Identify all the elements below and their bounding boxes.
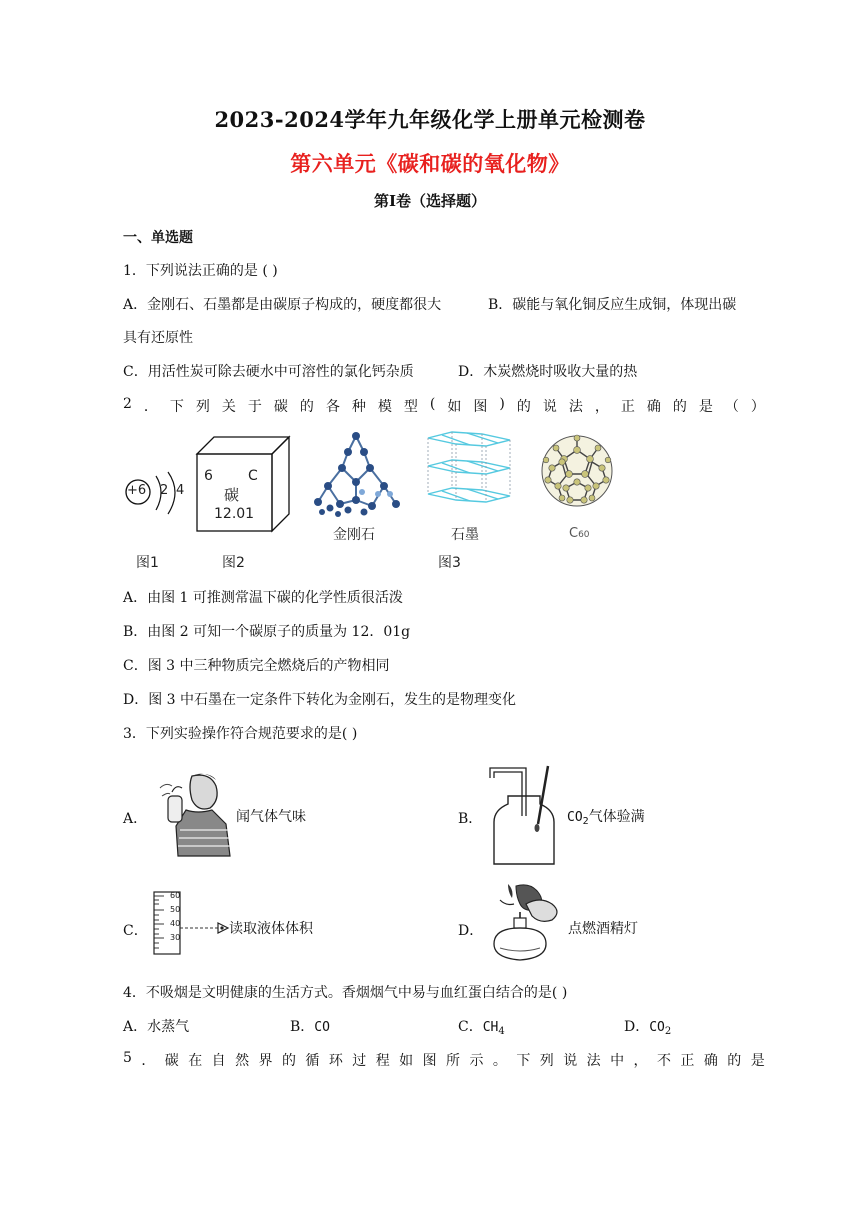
stem-char: 的	[299, 399, 314, 415]
stem-char: 正	[620, 399, 635, 415]
c60-structure-image	[538, 430, 616, 512]
q4-option-b: B．CO	[290, 1019, 330, 1035]
stem-char: 种	[351, 399, 366, 415]
smelling-gas-image	[158, 770, 234, 856]
stem-char: 下	[169, 399, 184, 415]
q4-option-a: A．水蒸气	[123, 1019, 190, 1035]
q3-option-a-label: A．	[123, 811, 148, 827]
atom-nucleus: +6	[127, 483, 147, 498]
q2-option-c: C．图 3 中三种物质完全燃烧后的产物相同	[123, 658, 390, 674]
stem-char: (	[429, 396, 436, 412]
q3-option-c-label: C．	[123, 923, 148, 939]
stem-char: 中	[610, 1053, 625, 1069]
stem-char: 自	[211, 1053, 226, 1069]
stem-char: 法	[568, 399, 583, 415]
cylinder-tick-50: 50	[170, 905, 181, 914]
stem-char: 于	[247, 399, 262, 415]
diamond-label: 金刚石	[333, 527, 375, 543]
stem-char: 碳	[164, 1053, 179, 1069]
diamond-structure-image	[308, 430, 403, 518]
alcohol-lamp-image	[480, 882, 566, 964]
stem-char: 不	[656, 1053, 671, 1069]
element-number: 6	[204, 468, 213, 484]
stem-char: 界	[258, 1053, 273, 1069]
figure-3-caption: 图3	[438, 555, 461, 571]
stem-char: 下	[516, 1053, 531, 1069]
q3-option-a-text: 闻气体气味	[236, 809, 306, 825]
stem-char: 正	[680, 1053, 695, 1069]
exam-title: 2023-2024学年九年级化学上册单元检测卷	[214, 107, 646, 132]
stem-char: 循	[305, 1053, 320, 1069]
q4-option-c-subscript: 4	[498, 1026, 505, 1037]
figure-2-caption: 图2	[222, 555, 245, 571]
q5-stem	[123, 1050, 765, 1070]
q1-stem: 1．下列说法正确的是 ( )	[123, 263, 278, 279]
stem-char: 说	[563, 1053, 578, 1069]
stem-char: 的	[727, 1053, 742, 1069]
stem-char: 是	[698, 399, 713, 415]
stem-char: （	[724, 399, 739, 415]
stem-char: ，	[594, 399, 609, 415]
atom-structure-diagram	[122, 470, 192, 526]
stem-char: 是	[750, 1053, 765, 1069]
element-name: 碳	[224, 486, 240, 504]
stem-char: 各	[325, 399, 340, 415]
cylinder-tick-40: 40	[170, 919, 181, 928]
co2-test-image	[488, 764, 568, 870]
stem-char: ）	[750, 399, 765, 415]
q4-option-c: C．$CH_4$	[458, 1019, 505, 1037]
q3-option-b-label: B．	[458, 811, 483, 827]
q3-stem: 3．下列实验操作符合规范要求的是( )	[123, 726, 358, 742]
element-symbol: C	[248, 468, 258, 484]
figure-1-caption: 图1	[136, 555, 159, 571]
stem-char: 的	[672, 399, 687, 415]
stem-char: 的	[516, 399, 531, 415]
q1-option-b-part2: 具有还原性	[123, 330, 193, 346]
stem-char: 确	[703, 1053, 718, 1069]
stem-char: 关	[221, 399, 236, 415]
stem-char: 说	[542, 399, 557, 415]
q2-option-a: A．由图 1 可推测常温下碳的化学性质很活泼	[123, 590, 403, 606]
stem-char: 图	[473, 399, 488, 415]
stem-char: 的	[281, 1053, 296, 1069]
stem-char: 图	[422, 1053, 437, 1069]
cylinder-tick-60: 60	[170, 891, 181, 900]
q4-option-d-subscript: 2	[664, 1026, 672, 1037]
q1-option-d: D．木炭燃烧时吸收大量的热	[458, 364, 638, 380]
stem-char: 型	[403, 399, 418, 415]
q2-stem	[123, 396, 765, 416]
stem-char: 碳	[273, 399, 288, 415]
q3-option-b-text: $CO_2$气体验满	[567, 809, 645, 827]
stem-char: 然	[235, 1053, 250, 1069]
q4-stem: 4．不吸烟是文明健康的生活方式。香烟烟气中易与血红蛋白结合的是( )	[123, 985, 568, 1001]
stem-char: )	[499, 396, 505, 412]
graphite-label: 石墨	[451, 527, 479, 543]
stem-char: ，	[633, 1053, 648, 1069]
stem-char: 列	[195, 399, 210, 415]
stem-char: 程	[375, 1053, 390, 1069]
c60-label: C60	[569, 526, 590, 541]
q2-option-d: D．图 3 中石墨在一定条件下转化为金刚石，发生的是物理变化	[123, 692, 517, 708]
c60-label-subscript: 60	[578, 530, 590, 540]
q1-option-c: C．用活性炭可除去硬水中可溶性的氯化钙杂质	[123, 364, 414, 380]
stem-char: 模	[377, 399, 392, 415]
stem-char: 法	[586, 1053, 601, 1069]
q1-option-b-part1: B．碳能与氧化铜反应生成铜，体现出碳	[488, 297, 737, 313]
unit-subtitle: 第六单元《碳和碳的氧化物》	[290, 151, 570, 176]
stem-char: 确	[646, 399, 661, 415]
atom-shell-2: 4	[176, 483, 185, 498]
q3-option-d-text: 点燃酒精灯	[568, 921, 638, 937]
stem-char: 。	[492, 1053, 507, 1069]
stem-char: ．	[141, 1053, 156, 1069]
q3-option-d-label: D．	[458, 923, 484, 939]
cylinder-tick-30: 30	[170, 933, 181, 942]
q4-option-d: D．$CO_2$	[624, 1019, 672, 1037]
stem-char: 所	[446, 1053, 461, 1069]
stem-char: 在	[188, 1053, 203, 1069]
element-mass: 12.01	[214, 506, 255, 522]
q2-option-b: B．由图 2 可知一个碳原子的质量为 12．01g	[123, 624, 411, 640]
stem-char: ．	[143, 399, 158, 415]
section-heading: 一、单选题	[123, 230, 193, 246]
stem-char: 2	[123, 396, 132, 412]
stem-char: 5	[123, 1050, 132, 1066]
stem-char: 环	[328, 1053, 343, 1069]
graphite-structure-image	[422, 430, 517, 518]
paper-part-heading: 第I卷（选择题）	[373, 192, 487, 210]
q1-option-a: A．金刚石、石墨都是由碳原子构成的，硬度都很大	[123, 297, 442, 313]
stem-char: 列	[539, 1053, 554, 1069]
stem-char: 如	[399, 1053, 414, 1069]
q3-option-c-text: 读取液体体积	[229, 921, 313, 937]
atom-shell-1: 2	[160, 483, 169, 498]
stem-char: 示	[469, 1053, 484, 1069]
stem-char: 过	[352, 1053, 367, 1069]
cylinder-reading-image	[150, 890, 230, 956]
q3-option-b-subscript: 2	[582, 816, 589, 827]
stem-char: 如	[447, 399, 462, 415]
